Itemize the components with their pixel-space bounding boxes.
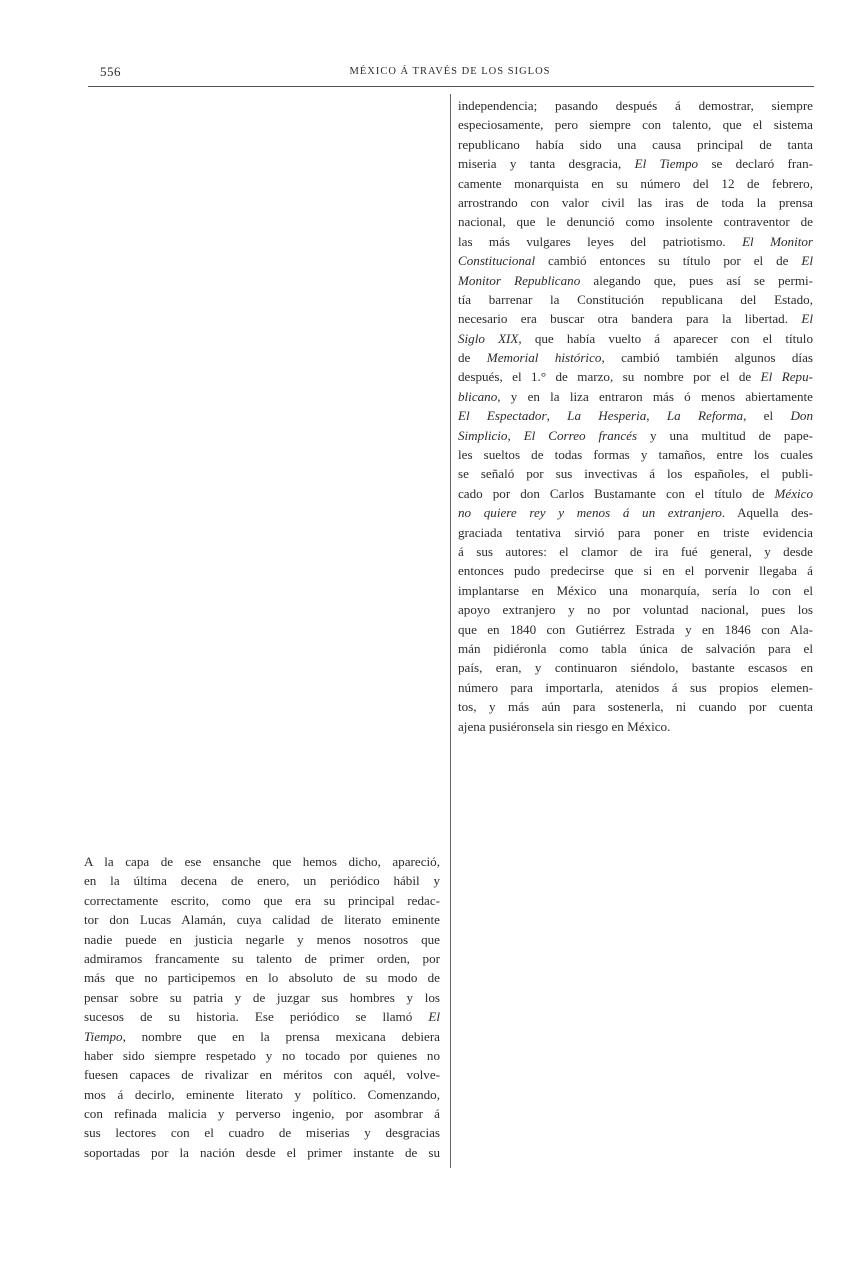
italic-text-segment: El Correo francés [523,427,638,443]
text-line [458,348,813,367]
text-segment: apoyo extranjero y no por voluntad nacional, pues los [458,602,813,618]
italic-text-segment: La Reforma [666,408,744,424]
text-line [458,174,813,193]
text-segment: de [458,350,487,366]
text-segment: mos á decirlo, eminente literato y político. Comenzando, [84,1086,440,1102]
text-segment: A la capa de ese ensanche que hemos dicho, apareció, [84,854,440,869]
text-segment: cado por don Carlos Bustamante con el título de [458,485,775,501]
text-line [458,484,813,503]
text-line [458,581,813,600]
text-segment: miseria y tanta desgracia, [458,156,635,172]
italic-text-segment: El Espectador [458,408,547,424]
italic-text-segment: no quiere rey y menos á un extranjero [458,505,722,521]
header-rule [88,86,814,87]
italic-text-segment: Memorial histórico [486,350,602,366]
text-line [458,406,813,425]
text-segment: se declaró fran- [698,156,813,172]
italic-text-segment: Constitucional [458,253,536,269]
text-line [458,658,813,677]
text-line [84,988,440,1007]
text-line [458,309,813,328]
text-line [84,1027,440,1046]
text-line [458,387,813,406]
text-segment: tos, y más aún para sostenerla, ni cuando por cuenta [458,699,813,715]
text-line [458,115,813,134]
text-line [458,503,813,522]
text-line [84,949,440,968]
italic-text-segment: El [801,253,813,269]
text-segment: alegando que, pues así se permi- [580,272,813,288]
text-line [458,251,813,270]
italic-text-segment: El [801,311,813,327]
text-segment: , cambió también algunos días [601,350,813,366]
text-segment: , el [743,408,791,424]
text-line [458,271,813,290]
text-segment: cambió entonces su título por el de [535,253,802,269]
text-line [458,212,813,231]
text-line [458,639,813,658]
text-line [458,329,813,348]
italic-text-segment: El Tiempo [634,156,699,172]
italic-text-segment: El Monitor [742,233,813,249]
text-segment: , que había vuelto á aparecer con el título [518,330,813,346]
text-segment: nacional, que le denunció como insolente contraventor de [458,214,813,230]
text-segment: mán pidiéronla como tabla única de salvación para el [458,640,813,656]
text-line [84,891,440,910]
text-segment: número para importarla, atenidos á sus propios elemen- [458,679,813,695]
text-segment: y una multitud de pape- [637,427,813,443]
text-segment: sucesos de su historia. Ese periódico se llamó [84,1009,429,1025]
text-line [458,561,813,580]
text-segment: especiosamente, pero siempre con talento, que el sistema [458,117,813,133]
text-segment: nadie puede en justicia negarle y menos nosotros que [84,931,440,947]
text-segment: fuesen capaces de rivalizar en méritos con aquél, volve- [84,1067,440,1083]
text-segment: sus lectores con el cuadro de miserias y desgracias [84,1125,440,1141]
text-line [458,464,813,483]
text-segment: camente monarquista en su número del 12 de febrero, [458,175,813,191]
text-line [458,523,813,542]
italic-text-segment: blicano [458,388,498,404]
italic-text-segment: Simplicio [458,427,508,443]
text-line [458,290,813,309]
running-title: MÉXICO Á TRAVÉS DE LOS SIGLOS [349,66,551,77]
text-segment: , nombre que en la prensa mexicana debiera [122,1028,440,1044]
text-line [458,620,813,639]
text-line [84,930,440,949]
text-segment: admiramos francamente su talento de primer orden, por [84,950,440,966]
text-segment: entonces pudo predecirse que si en el porvenir llegaba á [458,563,813,579]
text-segment: tía barrenar la Constitución republicana del Estado, [458,291,813,307]
text-line [458,367,813,386]
text-segment: más que no participemos en lo absoluto de su modo de [84,970,440,986]
text-segment: implantarse en México una monarquía, sería lo con el [458,582,813,598]
text-line [458,193,813,212]
text-line [458,542,813,561]
text-segment: á sus autores: el clamor de ira fué general, y desde [458,543,813,559]
text-segment: republicano había sido una causa principal de tanta [458,136,813,152]
text-line [458,445,813,464]
italic-text-segment: Tiempo [84,1028,123,1044]
text-segment: se señaló por sus invectivas á los españoles, el publi- [458,466,813,482]
text-segment: . Aquella des- [721,505,813,521]
text-line [458,678,813,697]
text-segment: después, el 1.° de marzo, su nombre por el de [458,369,761,385]
italic-text-segment: Don [790,408,813,424]
text-segment: , y en la liza entraron más ó menos abiertamente [497,388,813,404]
text-line [84,968,440,987]
text-segment: que en 1840 con Gutiérrez Estrada y en 1846 con Ala- [458,621,813,637]
text-line [84,1123,440,1142]
text-segment: tor don Lucas Alamán, cuya calidad de literato eminente [84,912,440,928]
text-line [458,96,813,115]
text-line [84,852,440,871]
text-segment: , [646,408,667,424]
text-segment: les sueltos de todas formas y tamaños, entre los cuales [458,447,813,463]
text-segment: graciada tentativa sirvió para poner en triste evidencia [458,524,813,540]
column-divider [450,94,451,1168]
text-line [458,697,813,716]
italic-text-segment: La Hesperia [567,408,647,424]
text-segment: país, eran, y continuaron siéndolo, bastante escasos en [458,660,813,676]
text-line [458,154,813,173]
text-segment: con refinada malicia y perverso ingenio, por asombrar á [84,1106,440,1122]
italic-text-segment: Monitor Republicano [458,272,581,288]
text-line [458,232,813,251]
italic-text-segment: Siglo XIX [458,330,519,346]
text-segment: soportadas por la nación desde el primer instante de su [84,1144,440,1160]
text-segment: haber sido siempre respetado y no tocado por quienes no [84,1047,440,1063]
text-line [458,717,813,736]
text-line [84,910,440,929]
text-segment: correctamente escrito, como que era su principal redac- [84,892,440,908]
text-line [458,135,813,154]
text-line [458,426,813,445]
text-segment: , [507,427,524,443]
text-line [84,1085,440,1104]
text-segment: , [546,408,568,424]
italic-text-segment: México [774,485,813,501]
text-line [84,1007,440,1026]
text-line [458,600,813,619]
text-line [84,871,440,890]
italic-text-segment: El Repu- [760,369,813,385]
italic-text-segment: El [428,1009,440,1025]
text-segment: independencia; pasando después á demostrar, siempre [458,98,813,113]
text-line [84,1046,440,1065]
text-segment: las más vulgares leyes del patriotismo. [458,233,743,249]
text-segment: ajena pusiéronsela sin riesgo en México. [458,718,671,734]
right-column-text [458,96,813,736]
page-number: 556 [100,64,121,79]
text-line [84,1104,440,1123]
text-segment: en la última decena de enero, un periódico hábil y [84,873,440,889]
text-segment: necesario era buscar otra bandera para la libertad. [458,311,802,327]
text-segment: arrostrando con valor civil las iras de toda la prensa [458,194,813,210]
text-line [84,1143,440,1162]
text-segment: pensar sobre su patria y de juzgar sus hombres y los [84,989,440,1005]
left-column-text [84,852,440,1162]
text-line [84,1065,440,1084]
